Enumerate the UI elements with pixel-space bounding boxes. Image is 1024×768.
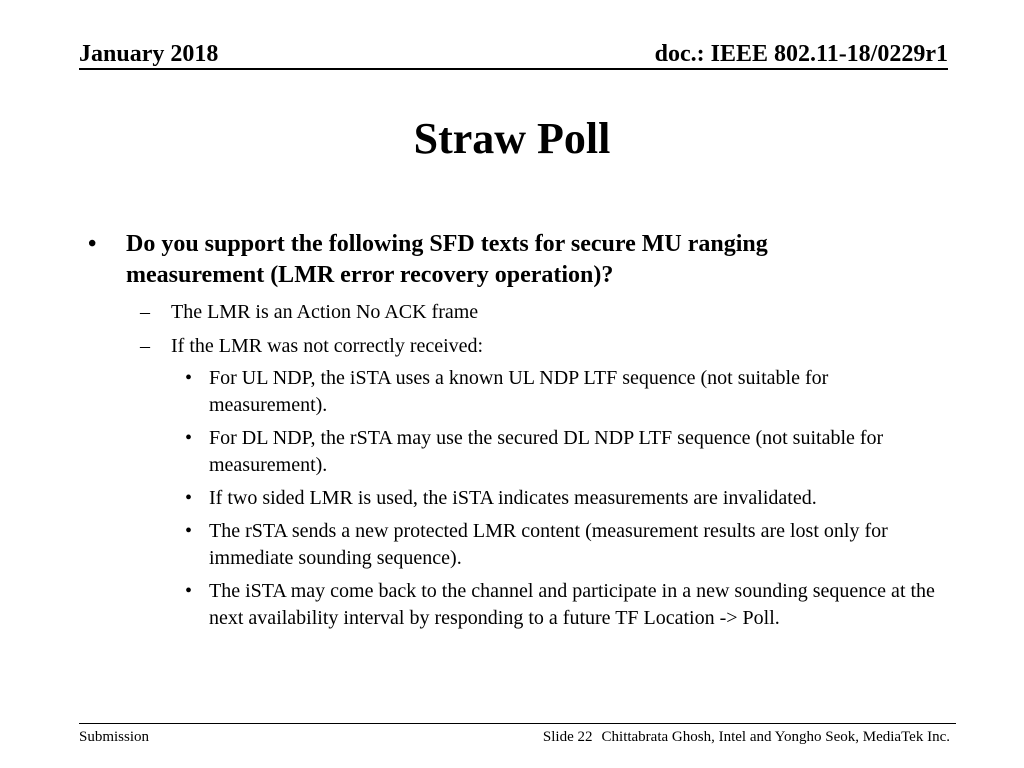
detail-item-two-sided-lmr — [185, 485, 939, 512]
dash-marker: – — [140, 301, 150, 323]
detail-item-ul-ndp — [185, 365, 939, 419]
detail-text: For UL NDP, the iSTA uses a known UL NDP LTF sequence (not suitable for measurement). — [209, 367, 829, 416]
detail-text: For DL NDP, the rSTA may use the secured DL NDP LTF sequence (not suitable for measurement). — [209, 427, 884, 476]
detail-text: The iSTA may come back to the channel and participate in a new sounding sequence at the next availability interval by responding to a future TF Location -> Poll. — [209, 580, 935, 629]
bullet-marker: • — [185, 427, 193, 449]
header-date: January 2018 — [79, 41, 219, 67]
question-text: Do you support the following SFD texts for secure MU ranging measurement (LMR error recovery operation)? — [126, 231, 768, 288]
detail-item-new-sounding — [185, 578, 939, 632]
footer-slide-number: Slide 22 — [542, 729, 593, 745]
bullet-question — [88, 229, 846, 291]
header-doc-id: doc.: IEEE 802.11-18/0229r1 — [654, 41, 948, 67]
sub-item-lmr-frame — [140, 299, 931, 325]
sub-item-text: If the LMR was not correctly received: — [171, 335, 484, 357]
slide-title: Straw Poll — [413, 114, 611, 163]
footer-info — [543, 727, 950, 747]
detail-text: If two sided LMR is used, the iSTA indicates measurements are invalidated. — [209, 487, 817, 509]
sub-item-text: The LMR is an Action No ACK frame — [171, 301, 479, 323]
bullet-list — [0, 229, 1024, 632]
footer-divider — [79, 723, 956, 724]
bullet-marker: • — [185, 580, 193, 602]
bullet-marker: • — [185, 487, 193, 509]
bullet-marker: • — [185, 520, 193, 542]
header-divider — [79, 68, 948, 70]
dash-marker: – — [140, 335, 150, 357]
bullet-marker: • — [88, 231, 97, 257]
detail-item-dl-ndp — [185, 425, 939, 479]
detail-item-protected-lmr — [185, 518, 939, 572]
detail-text: The rSTA sends a new protected LMR content (measurement results are lost only for immediate sounding sequence). — [209, 520, 888, 569]
footer-submission: Submission — [79, 729, 150, 745]
footer-authors: Chittabrata Ghosh, Intel and Yongho Seok, MediaTek Inc. — [601, 729, 950, 745]
bullet-marker: • — [185, 367, 193, 389]
sub-item-lmr-not-received — [140, 333, 931, 359]
